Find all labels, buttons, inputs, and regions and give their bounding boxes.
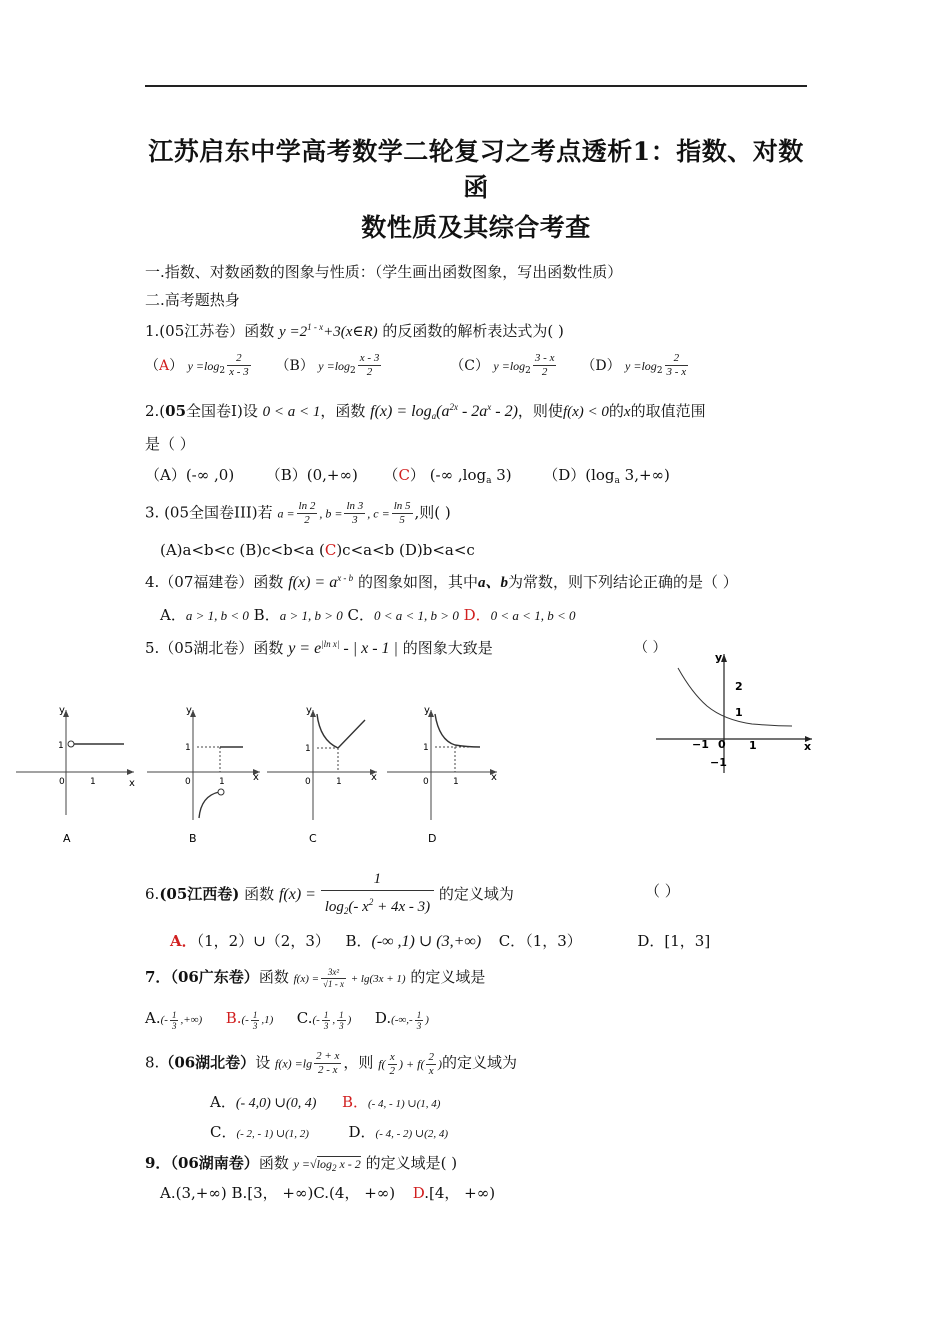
- q3-c-frac: [392, 500, 413, 527]
- q3-b-pre: , b =: [319, 506, 343, 521]
- q1-options: [145, 352, 690, 379]
- q9-optB: B.[3， +∞): [231, 1184, 314, 1202]
- q4-stem-pre: 4.（07福建卷）函数: [145, 573, 284, 591]
- q2-func-mid: - 2a: [457, 403, 488, 420]
- graph-B-origin: 0: [185, 777, 191, 787]
- q7-optC-frac2: [337, 1010, 346, 1031]
- q7-optC-post: ): [347, 1014, 352, 1026]
- q4-graph-y-label: y: [715, 651, 723, 664]
- q1-f-exp: 1 - x: [307, 322, 324, 332]
- graph-D-label: D: [428, 832, 437, 845]
- q4-graph: [652, 648, 822, 778]
- q1-f-y: y =2: [279, 324, 308, 340]
- q2-optC-end: 3): [491, 466, 512, 484]
- q5-rest: - | x - 1 |: [339, 640, 398, 657]
- q8-f2-frac1: [388, 1051, 398, 1078]
- q2-line2: 是（ ）: [145, 435, 195, 453]
- graph-B-curve: [199, 792, 219, 818]
- q8-fn: 2 + x: [316, 1050, 340, 1062]
- q6-num: 6.: [145, 885, 160, 903]
- q7-rest: + lg(3x + 1): [347, 973, 406, 985]
- q4-optC: 0 < a < 1, b > 0: [374, 608, 459, 623]
- q9-optD: .[4， +∞): [424, 1184, 496, 1202]
- graph-B-tick-1y: 1: [185, 743, 191, 753]
- q7-frac-den: √1 - x: [323, 978, 344, 989]
- q7-optB-d: 3: [252, 1020, 258, 1031]
- q2-optD-base: a: [614, 476, 620, 486]
- q9-optD-label: D: [412, 1184, 425, 1202]
- q2-cond: 0 < a < 1: [262, 404, 321, 420]
- graph-B-y-label: y: [186, 705, 192, 716]
- graph-A-origin: 0: [59, 777, 65, 787]
- q4-optB: a > 1, b > 0: [279, 608, 343, 623]
- q3-stem-pre: 3. (05全国卷III)若: [145, 503, 273, 522]
- q1-optC-pre: y =log: [493, 358, 526, 373]
- q7-num: 7．: [145, 968, 171, 986]
- graph-A-x-arrow: [127, 769, 134, 775]
- q9-source: （06湖南卷）: [170, 1154, 259, 1172]
- q3-stem-post: ,则( ): [414, 503, 451, 522]
- q3-a-pre: a =: [277, 506, 295, 521]
- q6-den-end: + 4x - 3): [373, 899, 431, 915]
- q6-optA-label: A．: [170, 932, 197, 950]
- q4-optB-label: B．: [253, 606, 280, 624]
- q8-source: （06湖北卷）: [159, 1053, 256, 1072]
- q4-optC-label: C．: [347, 606, 375, 624]
- q8-optD: (- 4, - 2) ∪(2, 4): [375, 1128, 448, 1140]
- q2-func-end: - 2): [491, 403, 518, 420]
- q6-optB: (-∞ ,1) ∪ (3,+∞): [371, 933, 482, 950]
- question-3: [145, 500, 451, 527]
- q1-optD-den: 3 - x: [666, 366, 687, 378]
- q6-stem-post: 的定义域为: [438, 885, 514, 903]
- q5-stem-pre: 5.（05湖北卷）函数: [145, 639, 284, 657]
- q7-optB-post: ,1): [261, 1014, 274, 1026]
- graph-C-y-label: y: [306, 705, 312, 716]
- q1-optD-pre: y =log: [625, 358, 657, 373]
- q1-optD: [581, 352, 690, 378]
- q2-optB: （B）(0,+∞): [265, 466, 358, 484]
- q4-optA-label: A．: [160, 606, 186, 624]
- q2-func: [370, 403, 518, 420]
- q3-a-num: ln 2: [298, 500, 316, 512]
- q7-optC-d2: 3: [339, 1020, 344, 1031]
- q6-frac-num: 1: [321, 868, 434, 891]
- question-5: [145, 637, 493, 658]
- q3-optC-label: C: [324, 541, 337, 559]
- q6-den-pre: log: [324, 899, 344, 915]
- q1-optC-label: （C）: [450, 357, 489, 374]
- q4-stem-post: 的图象如图，其中: [357, 573, 478, 591]
- graph-D-tick-1y: 1: [423, 743, 429, 753]
- q9-stem: 函数: [258, 1154, 289, 1172]
- q7-optA-n: 1: [171, 1009, 177, 1020]
- q1-optB-den: 2: [366, 366, 373, 378]
- q9-rad-base: 2: [331, 1163, 337, 1173]
- q3-c-pre: , c =: [367, 506, 390, 521]
- q2-post1: ，则使: [517, 402, 563, 420]
- q9-radical: $√\log_2$ x - 2: [310, 1157, 361, 1173]
- q1-optA-den: x - 3: [229, 366, 249, 378]
- graph-D-x-label: x: [491, 772, 497, 783]
- q8-optA-label: A．: [210, 1093, 236, 1111]
- q7-optC-n1: 1: [323, 1009, 329, 1020]
- question-7: [145, 966, 485, 990]
- q2-optD-end: 3,+∞): [619, 466, 670, 484]
- graph-C-x-label: x: [371, 772, 377, 783]
- q2-func-exp2: x: [487, 402, 492, 412]
- q1-optC-base: 2: [525, 365, 531, 376]
- graph-A-x-label: x: [129, 778, 135, 789]
- q4-exp: x - b: [337, 573, 354, 583]
- q7-source: （06广东卷）: [170, 968, 259, 986]
- q4-optD: 0 < a < 1, b < 0: [490, 608, 576, 623]
- q4-stem-end: 为常数，则下列结论正确的是（ ）: [508, 573, 738, 591]
- q7-optB-n: 1: [252, 1009, 258, 1020]
- q8-f2-frac2: [426, 1051, 436, 1078]
- q1-optC: [450, 352, 558, 378]
- graph-C-line: [338, 720, 365, 748]
- q7-optC-pre: (-: [312, 1014, 320, 1026]
- q4-ab: a、b: [477, 575, 508, 591]
- graph-A: [14, 700, 139, 850]
- q1-optA: （A） $y =\log_2$ $\frac{2}{x - 3}$: [145, 352, 249, 378]
- q3-b-num: ln 3: [346, 500, 364, 512]
- graph-D-y-label: y: [424, 705, 430, 716]
- q2-post3: 的取值范围: [630, 402, 706, 420]
- q4-graph-x-label: x: [804, 740, 812, 753]
- q1-optB-pre: y =log: [318, 358, 351, 373]
- graph-D-curve: [435, 714, 480, 747]
- q2-optC-label: C: [398, 466, 410, 484]
- q3-a-frac: [297, 500, 318, 527]
- q5-formula: y = e: [288, 640, 322, 657]
- q8-f2-n: x: [388, 1051, 398, 1065]
- q3-b-den: 3: [352, 514, 358, 526]
- question-2: [145, 400, 706, 421]
- q7-stem: 函数: [258, 968, 289, 986]
- q4-graph-tick-m1y: −1: [710, 756, 727, 769]
- q7-optB-label: B.: [225, 1009, 242, 1027]
- q2-func-arg: (a: [436, 403, 450, 420]
- q6-den-exp: 2: [368, 897, 374, 907]
- q1-stem-pre: 1.(05江苏卷）函数: [145, 322, 275, 340]
- q3-b-frac: [344, 500, 365, 527]
- graph-A-y-label: y: [59, 705, 65, 716]
- q8-f2-mid: ) + f(: [399, 1056, 425, 1071]
- q6-f: f(x) =: [278, 886, 316, 903]
- q4-graph-tick-1y: 1: [735, 706, 743, 719]
- question-1: [145, 320, 564, 341]
- q1-optC-num: 3 - x: [534, 352, 555, 364]
- q6-frac: [321, 868, 434, 922]
- q3-optC: )c<a<b (D)b<a<c: [336, 541, 475, 559]
- q9-f: y =: [293, 1157, 311, 1171]
- q6-frac-den: [321, 891, 434, 922]
- q7-optD-post: ): [425, 1014, 429, 1026]
- q7-optD-d: 3: [416, 1020, 422, 1031]
- q8-optC: (- 2, - 1) ∪(1, 2): [236, 1128, 309, 1140]
- graph-A-label: A: [63, 832, 71, 845]
- q7-optB-pre: (-: [241, 1014, 249, 1026]
- q2-source: 05: [165, 402, 187, 420]
- graph-A-tick-1y: 1: [58, 741, 64, 751]
- q6-options: [170, 930, 710, 951]
- q2-num: 2.(: [145, 402, 166, 420]
- q1-optB-label: （B）: [275, 357, 314, 374]
- q7-optD: [391, 1009, 429, 1031]
- q6-optB-label: B．: [345, 932, 372, 950]
- page-title-line1: 江苏启东中学高考数学二轮复习之考点透析1：指数、对数函: [148, 137, 804, 202]
- q7-frac: [321, 967, 346, 990]
- page-title-line2: 数性质及其综合考查: [361, 213, 591, 242]
- q6-optC-label: C．: [498, 932, 526, 950]
- q7-optD-frac: [415, 1010, 424, 1031]
- q2-func-main: f(x) = log: [370, 403, 432, 420]
- q2-optC: （C） (-∞ $,\log_a$ 3): [383, 466, 512, 486]
- q2-source2: 全国卷Ⅰ)设: [186, 402, 258, 420]
- q7-optC-n2: 1: [339, 1009, 344, 1020]
- q6-optD-label: D．: [637, 932, 665, 950]
- q4-graph-zero: 0: [718, 738, 726, 751]
- q8-f2: [378, 1051, 442, 1078]
- q1-optC-den: 2: [541, 366, 548, 378]
- q8-optA: (- 4,0) ∪(0, 4): [235, 1096, 317, 1111]
- question-8: [145, 1050, 517, 1078]
- q6-optA: （1，2）∪（2，3）: [196, 932, 330, 950]
- q1-optD-frac: [665, 352, 689, 379]
- q2-options: [145, 464, 670, 486]
- q8-fd: 2 - x: [317, 1064, 338, 1076]
- q2-optD: [543, 466, 670, 484]
- q4-graph-tick-m1x: −1: [692, 738, 709, 751]
- q7-optA-frac: [170, 1010, 179, 1031]
- q5-stem-post: 的图象大致是: [402, 639, 493, 657]
- q1-optA-pre: y =log: [187, 358, 220, 373]
- q7-optA-d: 3: [171, 1020, 177, 1031]
- q2-optC-base: a: [486, 476, 492, 486]
- q7-frac-num: 3x²: [321, 967, 346, 979]
- q2-func-base: a: [431, 411, 437, 421]
- q8-stem-post: 的定义域为: [441, 1053, 517, 1072]
- q7-optA-post: ,+∞): [180, 1014, 203, 1026]
- q8-f2-post: ): [437, 1056, 442, 1071]
- q1-stem-post: 的反函数的解析表达式为( ): [382, 322, 564, 340]
- q4-graph-tick-2: 2: [735, 680, 743, 693]
- q8-f: f(x) =lg: [274, 1056, 313, 1071]
- graph-C-tick-1x: 1: [336, 777, 342, 787]
- graph-D-tick-1x: 1: [453, 777, 459, 787]
- q8-f2-d: 2: [389, 1065, 396, 1078]
- q7-optD-pre: (-∞,-: [391, 1014, 413, 1026]
- graph-C-origin: 0: [305, 777, 311, 787]
- graph-A-open-point: [68, 741, 74, 747]
- q9-stem-post: 的定义域是( ): [365, 1154, 458, 1172]
- question-4: [145, 571, 738, 592]
- graph-C-curve: [317, 714, 338, 748]
- graph-C-label: C: [309, 832, 317, 845]
- question-9: [145, 1152, 457, 1173]
- q8-optC-label: C．: [210, 1123, 237, 1141]
- q1-optB: [275, 352, 384, 378]
- q6-source: (05江西卷): [159, 885, 240, 903]
- q9-options: [160, 1182, 495, 1203]
- q1-formula: [279, 324, 378, 340]
- q5-paren: （ ）: [634, 640, 667, 656]
- q4-options: [160, 604, 575, 625]
- q1-optB-num: x - 3: [359, 352, 380, 364]
- q1-optC-frac: [533, 352, 557, 379]
- q7-optC-frac1: [322, 1010, 331, 1031]
- q7-optD-label: D.: [374, 1009, 392, 1027]
- q1-optA-frac: [227, 352, 251, 379]
- q8-optB-label: B．: [341, 1093, 368, 1111]
- q7-optC-label: C.: [296, 1009, 313, 1027]
- q8-optD-label: D．: [348, 1123, 376, 1141]
- q5-exp: |ln x|: [321, 639, 340, 649]
- section-1: 一.指数、对数函数的图象与性质：（学生画出函数图象，写出函数性质）: [145, 263, 623, 281]
- graph-C: [265, 700, 385, 850]
- q6-optC: （1，3）: [525, 932, 582, 950]
- q3-c-den: 5: [399, 514, 405, 526]
- q2-func-exp1: 2x: [449, 402, 458, 412]
- q6-optD: [1，3]: [664, 932, 711, 950]
- q4-graph-tick-1x: 1: [749, 739, 757, 752]
- q2-post2: 的: [608, 402, 624, 420]
- q8-f2-d2: x: [428, 1065, 434, 1078]
- q7-optA-pre: (-: [160, 1014, 168, 1026]
- graph-C-tick-1y: 1: [305, 744, 311, 754]
- q3-options: [160, 541, 475, 559]
- q4-optD-label: D．: [463, 606, 491, 624]
- graph-D: [385, 700, 505, 850]
- q9-optC: C.(4， +∞): [313, 1184, 396, 1202]
- q8-f2-pre: f(: [378, 1056, 386, 1071]
- q8-f2-n2: 2: [428, 1051, 434, 1064]
- q6-stem: 函数: [244, 885, 275, 903]
- q8-frac: [314, 1050, 341, 1077]
- q8-options-row2: [210, 1121, 448, 1142]
- q9-num: 9．: [145, 1154, 171, 1172]
- q6-den-post: (- x: [348, 899, 369, 915]
- q2-optC-val: (-∞ ,log: [429, 466, 487, 484]
- q6-paren: （ ）: [645, 882, 680, 900]
- q1-optD-label: （D）: [581, 357, 621, 374]
- q1-optB-frac: [358, 352, 382, 379]
- q7-optC-d1: 3: [323, 1020, 329, 1031]
- q7-f: f(x) =: [293, 973, 320, 985]
- question-6: [145, 868, 514, 922]
- q9-rad: log: [316, 1157, 332, 1171]
- graph-B-open-point: [218, 789, 224, 795]
- q7-optA-label: A.: [145, 1009, 161, 1027]
- q7-optB: [241, 1009, 274, 1031]
- q8-options-row1: [210, 1091, 440, 1112]
- graph-B: [145, 700, 270, 850]
- q9-rad-end: x - 2: [336, 1157, 361, 1171]
- q2-mid: ，函数: [320, 402, 366, 420]
- q7-optB-frac: [251, 1010, 260, 1031]
- q7-optD-n: 1: [416, 1009, 422, 1020]
- graph-B-x-label: x: [253, 772, 259, 783]
- header-rule: [145, 85, 807, 87]
- q9-optA: A.(3,+∞): [160, 1184, 227, 1202]
- q3-c-num: ln 5: [393, 500, 411, 512]
- q3-a-den: 2: [304, 514, 310, 526]
- q2-optD-val: （D）(log: [543, 466, 615, 484]
- q2-cond2: f(x) < 0: [562, 404, 609, 420]
- q2-optA: （A）(-∞ ,0): [145, 466, 235, 484]
- q7-optA: [160, 1009, 203, 1031]
- q4-formula: f(x) = a: [288, 574, 338, 591]
- section-2: 二.高考题热身: [145, 291, 240, 309]
- q1-f-rest: +3(x∈R): [323, 324, 378, 340]
- graph-B-label: B: [189, 832, 197, 845]
- q1-optD-num: 2: [665, 352, 689, 366]
- q8-optB: (- 4, - 1) ∪(1, 4): [367, 1098, 441, 1110]
- q1-optB-base: 2: [350, 365, 356, 376]
- graph-A-tick-1x: 1: [90, 777, 96, 787]
- graph-D-origin: 0: [423, 777, 429, 787]
- q4-optA: a > 1, b < 0: [185, 608, 249, 623]
- q6-den-base: 2: [343, 906, 349, 916]
- q7-stem-post: 的定义域是: [410, 968, 486, 986]
- q3-optA: (A)a<b<c (B)c<b<a (: [160, 541, 325, 559]
- graph-B-tick-1x: 1: [219, 777, 225, 787]
- q8-num: 8.: [145, 1053, 160, 1072]
- q1-optA-label: A: [159, 357, 170, 374]
- q7-optC: (- $\frac{1}{3}$ , $\frac{1}{3}$ ): [312, 1009, 352, 1031]
- q1-optD-base: 2: [656, 365, 663, 376]
- q7-options: [145, 1009, 429, 1031]
- q1-optA-base: 2: [219, 365, 226, 376]
- q8-stem: 设: [255, 1053, 271, 1072]
- q8-stem-mid: ，则: [343, 1053, 374, 1072]
- q2-var: x: [623, 404, 631, 420]
- q1-optA-num: 2: [227, 352, 251, 366]
